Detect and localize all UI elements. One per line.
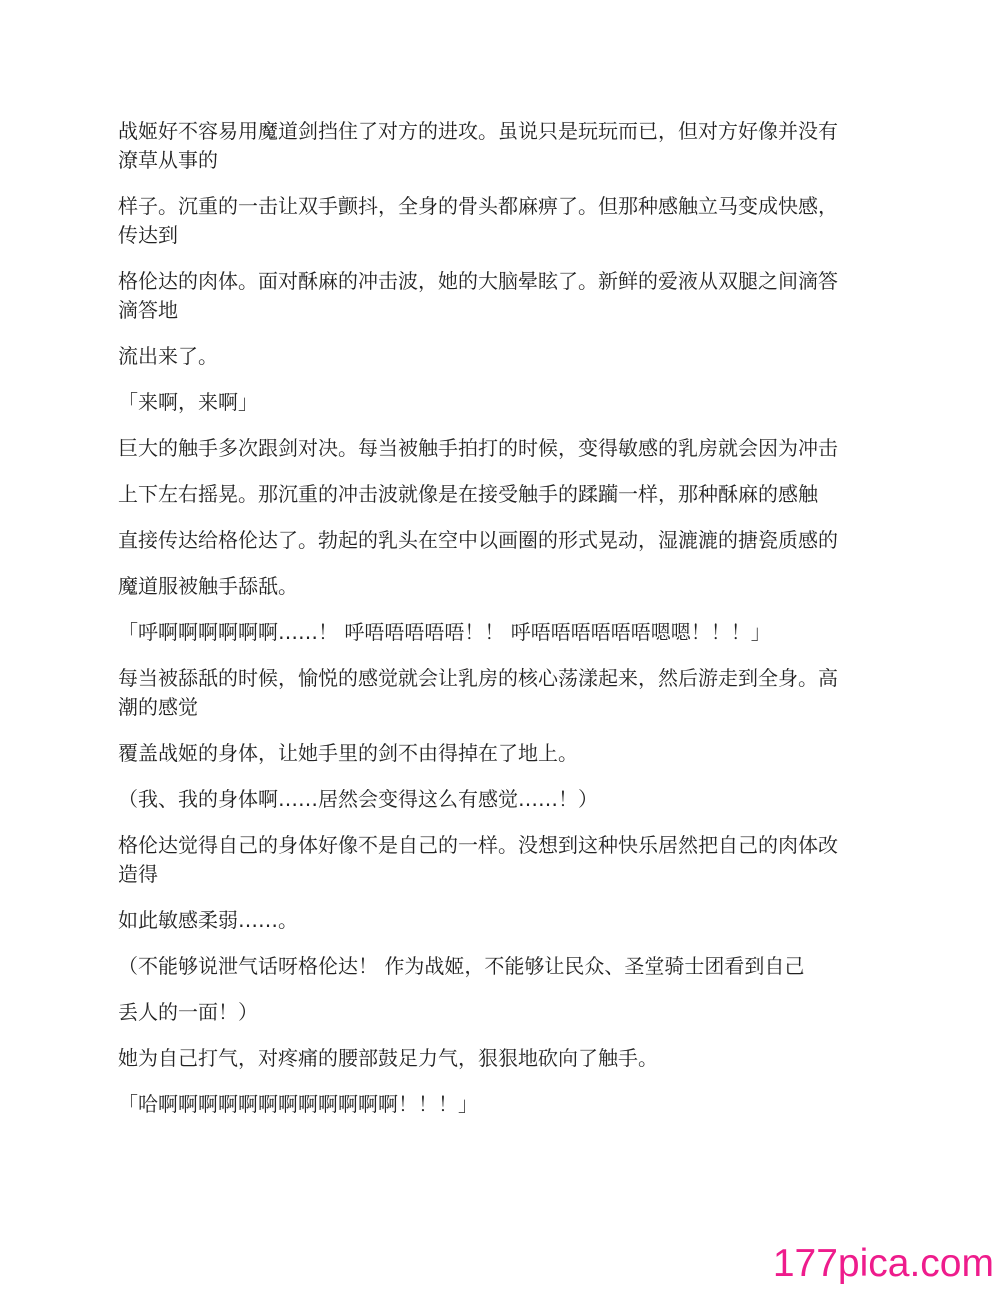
- paragraph: [118, 952, 888, 981]
- text-line: 「哈啊啊啊啊啊啊啊啊啊啊啊啊！！！」: [118, 1092, 478, 1116]
- text-line: 她为自己打气，对疼痛的腰部鼓足力气，狠狠地砍向了触手。: [118, 1046, 658, 1070]
- paragraph: [118, 342, 888, 371]
- paragraph: [118, 1090, 888, 1119]
- paragraph: [118, 192, 888, 250]
- paragraph: [118, 831, 888, 889]
- paragraph: [118, 117, 888, 175]
- text-line: 滴答地: [118, 298, 178, 322]
- paragraph: [118, 434, 888, 463]
- text-line: 魔道服被触手舔舐。: [118, 574, 298, 598]
- text-line: 覆盖战姬的身体，让她手里的剑不由得掉在了地上。: [118, 741, 578, 765]
- text-line: 样子。沉重的一击让双手颤抖，全身的骨头都麻痹了。但那种感触立马变成快感，: [118, 194, 838, 218]
- paragraph: [118, 618, 888, 647]
- body-text: [118, 117, 888, 1136]
- text-line: 战姬好不容易用魔道剑挡住了对方的进攻。虽说只是玩玩而已，但对方好像并没有: [118, 119, 838, 143]
- text-line: 每当被舔舐的时候，愉悦的感觉就会让乳房的核心荡漾起来，然后游走到全身。高: [118, 666, 838, 690]
- text-line: 造得: [118, 862, 158, 886]
- paragraph: [118, 480, 888, 509]
- text-line: 格伦达觉得自己的身体好像不是自己的一样。没想到这种快乐居然把自己的肉体改: [118, 833, 838, 857]
- text-line: 直接传达给格伦达了。勃起的乳头在空中以画圈的形式晃动，湿漉漉的搪瓷质感的: [118, 528, 838, 552]
- text-line: 如此敏感柔弱……。: [118, 908, 298, 932]
- paragraph: [118, 664, 888, 722]
- paragraph: [118, 739, 888, 768]
- paragraph: [118, 906, 888, 935]
- text-line: （不能够说泄气话呀格伦达！ 作为战姬，不能够让民众、圣堂骑士团看到自己: [118, 954, 805, 978]
- text-line: 丢人的一面！）: [118, 1000, 258, 1024]
- text-line: 潮的感觉: [118, 695, 198, 719]
- text-line: 「呼啊啊啊啊啊啊……！ 呼唔唔唔唔唔！！ 呼唔唔唔唔唔唔嗯嗯！！！」: [118, 620, 771, 644]
- watermark-logo: 177pica.com: [772, 1242, 994, 1285]
- paragraph: [118, 998, 888, 1027]
- paragraph: [118, 572, 888, 601]
- text-line: 潦草从事的: [118, 148, 218, 172]
- paragraph: [118, 1044, 888, 1073]
- text-line: 格伦达的肉体。面对酥麻的冲击波，她的大脑晕眩了。新鲜的爱液从双腿之间滴答: [118, 269, 838, 293]
- text-line: 巨大的触手多次跟剑对决。每当被触手拍打的时候，变得敏感的乳房就会因为冲击: [118, 436, 838, 460]
- paragraph: [118, 785, 888, 814]
- paragraph: [118, 267, 888, 325]
- text-line: 传达到: [118, 223, 178, 247]
- text-line: 流出来了。: [118, 344, 218, 368]
- paragraph: [118, 526, 888, 555]
- text-line: 「来啊，来啊」: [118, 390, 258, 414]
- text-line: （我、我的身体啊……居然会变得这么有感觉……！）: [118, 787, 598, 811]
- paragraph: [118, 388, 888, 417]
- text-line: 上下左右摇晃。那沉重的冲击波就像是在接受触手的蹂躏一样，那种酥麻的感触: [118, 482, 818, 506]
